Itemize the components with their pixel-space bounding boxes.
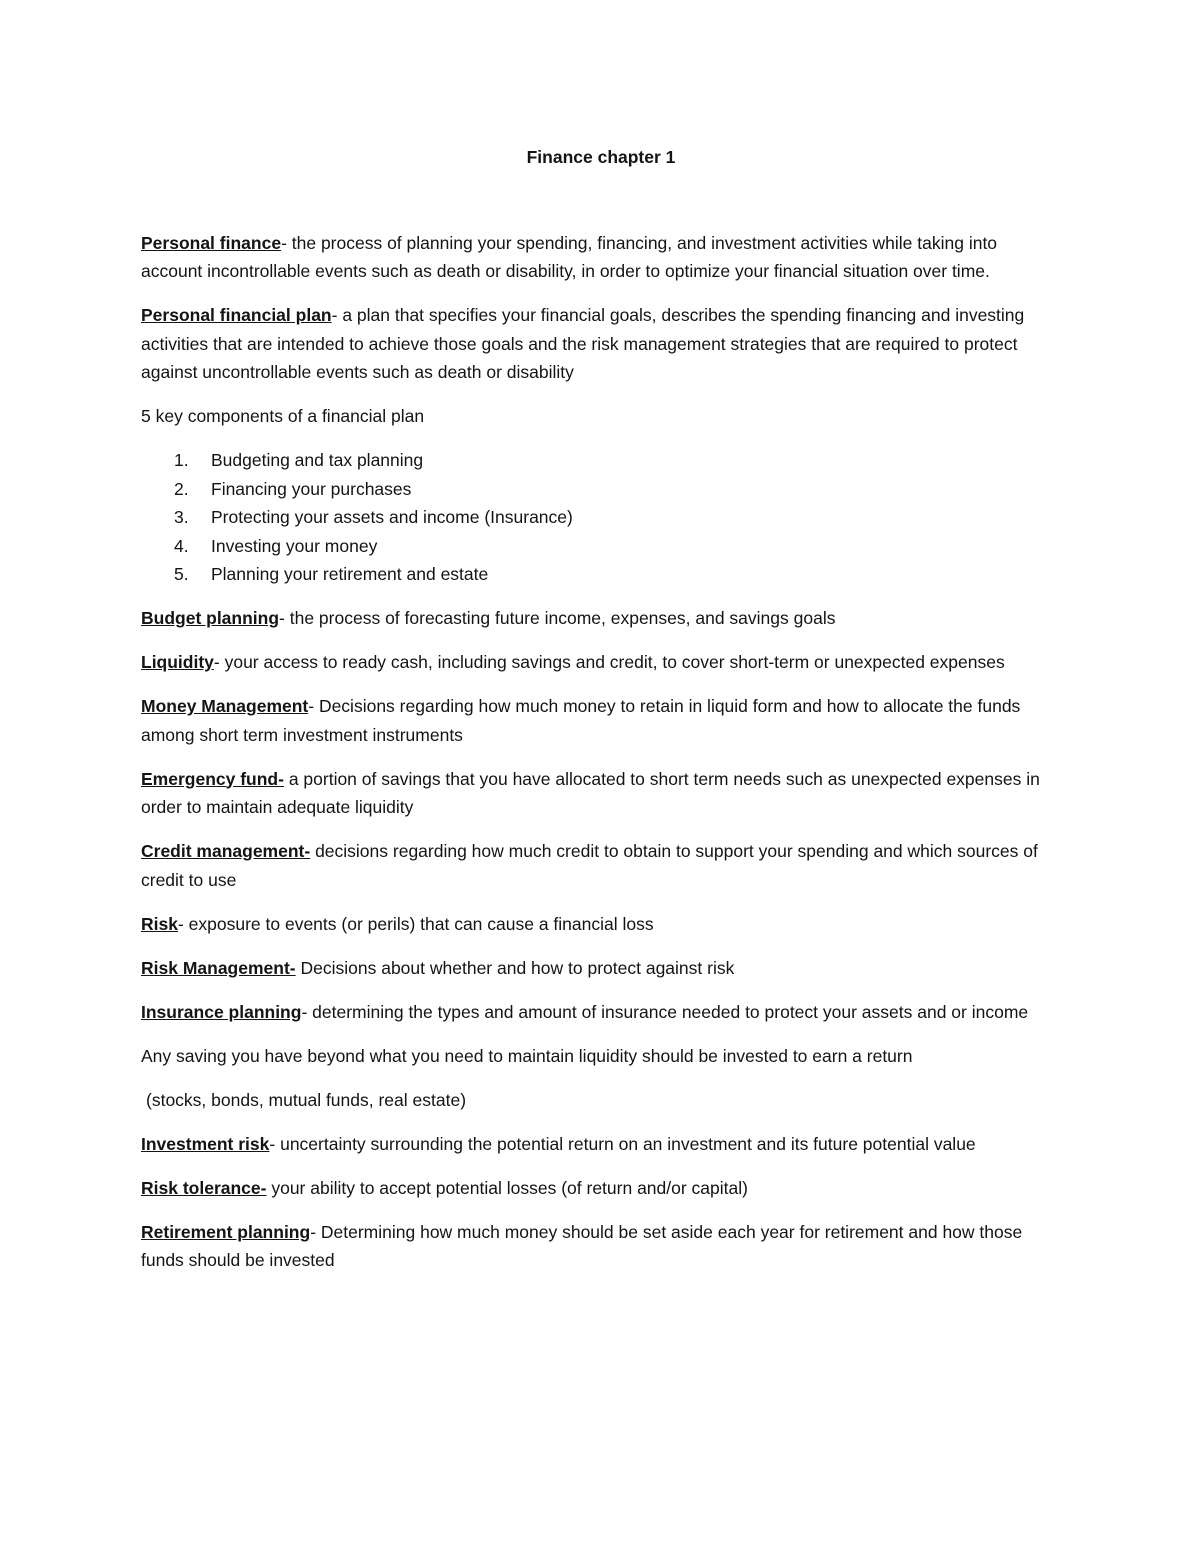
list-text: Budgeting and tax planning [211, 450, 424, 470]
definition-insurance-planning [141, 998, 1061, 1027]
definition-text: - the process of planning your spending, financing, and investment activities while taking into account incontrollable events such as death or disability, in order to optimize your financial situation over time. [141, 232, 998, 281]
definition-text: - determining the types and amount of insurance needed to protect your assets and or income [301, 1001, 1029, 1022]
list-text: Planning your retirement and estate [211, 564, 489, 584]
definition-term: Risk tolerance- [141, 1177, 267, 1198]
definition-investment-risk [141, 1130, 1061, 1159]
definition-text: - a plan that specifies your financial goals, describes the spending financing and investing activities that are intended to achieve those goals and the risk management strategies that are required to protect against uncontrollable events such as death or disability [141, 305, 1025, 382]
definition-text: - exposure to events (or perils) that can cause a financial loss [177, 913, 654, 934]
list-number: 1. [174, 450, 189, 470]
definition-text: - Determining how much money should be set aside each year for retirement and how those funds should be invested [141, 1221, 1023, 1270]
definition-term: Emergency fund- [141, 768, 284, 789]
definition-term: Personal financial plan [141, 305, 332, 325]
list-item [141, 560, 1061, 589]
definition-personal-financial-plan [141, 301, 1061, 387]
definition-liquidity [141, 648, 1061, 677]
definition-budget-planning [141, 604, 1061, 633]
document-page [141, 143, 1061, 1290]
definition-text: decisions regarding how much credit to obtain to support your spending and which sources of credit to use [141, 841, 1038, 890]
definition-term: Risk Management- [141, 957, 296, 978]
definition-retirement-planning [141, 1218, 1061, 1275]
document-title: Finance chapter 1 [526, 147, 676, 167]
definition-risk [141, 910, 1061, 939]
list-text: Investing your money [211, 535, 378, 556]
definition-term: Risk [141, 913, 178, 934]
definition-term: Credit management- [141, 841, 311, 861]
definition-term: Retirement planning [141, 1221, 311, 1242]
definition-text: - uncertainty surrounding the potential return on an investment and its future potential value [269, 1133, 976, 1154]
list-number: 4. [174, 535, 189, 556]
definition-personal-finance [141, 229, 1061, 286]
list-item [141, 446, 1061, 475]
definition-term: Insurance planning [141, 1001, 302, 1022]
definition-risk-management [141, 954, 1061, 983]
definition-emergency-fund [141, 765, 1061, 822]
definition-money-management [141, 692, 1061, 749]
definition-term: Budget planning [141, 608, 280, 628]
paragraph-investment-types: (stocks, bonds, mutual funds, real estate) [146, 1089, 467, 1110]
definition-text: - the process of forecasting future income, expenses, and savings goals [279, 608, 836, 628]
components-list [141, 446, 1061, 589]
list-number: 5. [174, 564, 189, 584]
definition-text: Decisions about whether and how to protect against risk [295, 957, 735, 978]
definition-credit-management [141, 837, 1061, 894]
list-item [141, 503, 1061, 532]
list-text: Protecting your assets and income (Insurance) [211, 507, 573, 527]
definition-term: Investment risk [141, 1133, 270, 1154]
definition-term: Liquidity [141, 652, 214, 672]
list-text: Financing your purchases [211, 478, 412, 499]
definition-term: Personal finance [141, 232, 282, 253]
definition-risk-tolerance [141, 1174, 1061, 1203]
definition-text: a portion of savings that you have allocated to short term needs such as unexpected expenses in order to maintain adequate liquidity [141, 768, 1040, 817]
definition-text: - Decisions regarding how much money to retain in liquid form and how to allocate the funds among short term investment instruments [141, 696, 1021, 745]
definition-term: Money Management [141, 696, 309, 716]
definition-text: your ability to accept potential losses (of return and/or capital) [266, 1177, 748, 1198]
list-intro: 5 key components of a financial plan [141, 406, 425, 426]
list-number: 2. [174, 478, 189, 499]
list-item [141, 532, 1061, 561]
definition-text: - your access to ready cash, including savings and credit, to cover short-term or unexpected expenses [213, 652, 1005, 672]
paragraph-investing: Any saving you have beyond what you need to maintain liquidity should be invested to earn a return [141, 1045, 913, 1066]
list-number: 3. [174, 507, 189, 527]
list-item [141, 475, 1061, 504]
